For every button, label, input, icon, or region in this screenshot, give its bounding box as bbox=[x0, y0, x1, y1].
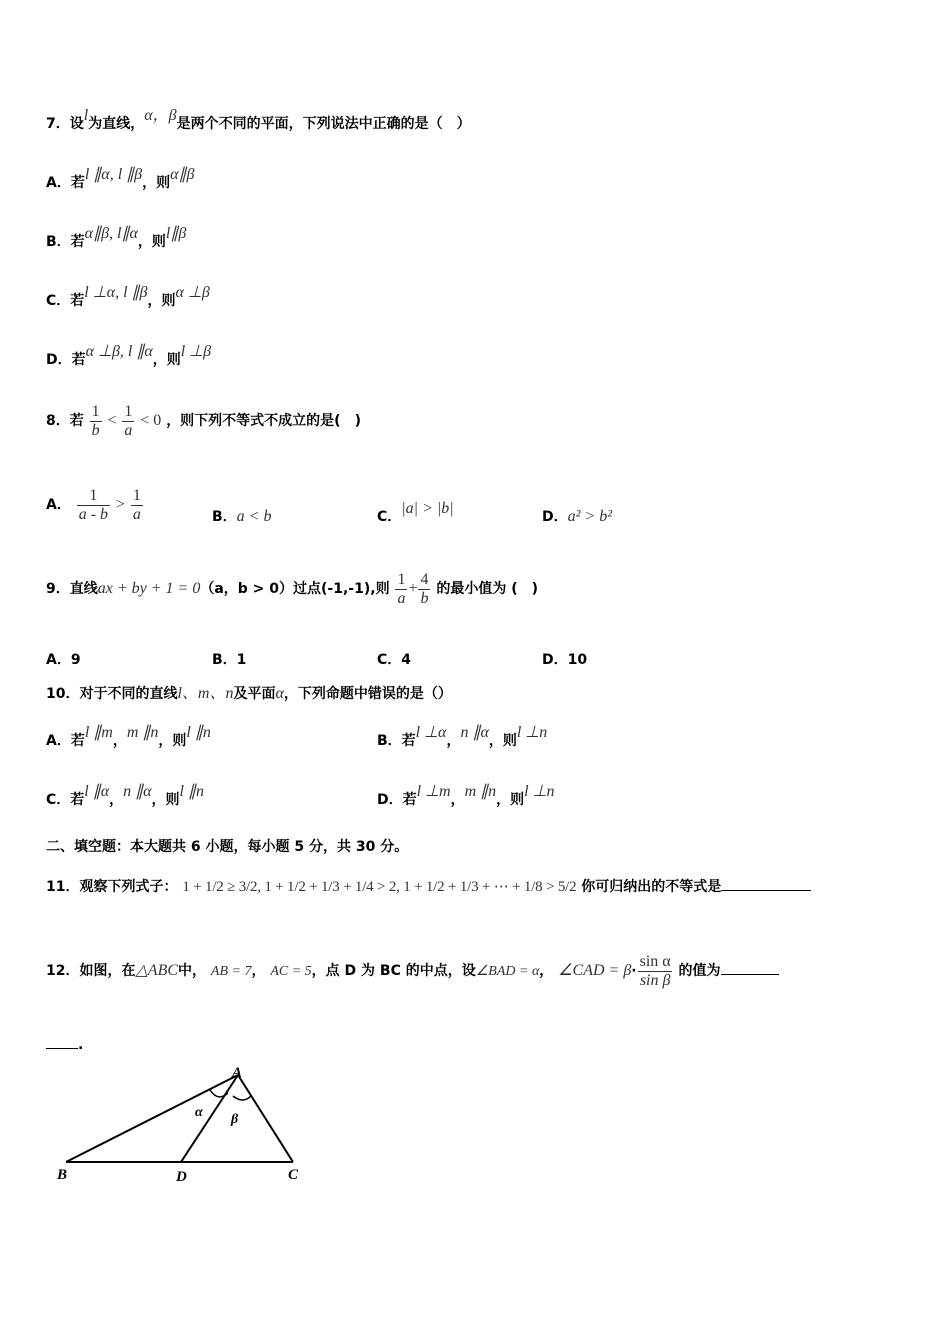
option-label: C． bbox=[377, 509, 402, 525]
q8-stem-suffix: ，则下列不等式不成立的是( ) bbox=[166, 413, 361, 429]
option-label: B．若 bbox=[46, 234, 85, 250]
q9-stem-suffix: 的最小值为 ( ) bbox=[436, 581, 539, 597]
q7-option-b bbox=[46, 225, 187, 252]
frac-numerator: sin α bbox=[639, 952, 671, 970]
q10-stem bbox=[46, 684, 452, 704]
q10-lines: l、m、n bbox=[177, 685, 234, 702]
frac-denominator: a bbox=[132, 505, 141, 523]
frac-denominator: b bbox=[91, 421, 100, 439]
label-d: D bbox=[176, 1169, 187, 1185]
q12-sin-ratio bbox=[638, 953, 673, 990]
q9-number: 9．直线 bbox=[46, 581, 98, 597]
q10-plane: α bbox=[275, 685, 284, 702]
q8-option-c bbox=[377, 500, 454, 527]
option-condition-1: l ⊥m bbox=[416, 783, 451, 800]
section-fill-in-heading: 二、填空题：本大题共 6 小题，每小题 5 分，共 30 分。 bbox=[46, 839, 409, 855]
q8-option-a bbox=[46, 484, 144, 526]
q12-ab-length: AB = 7 bbox=[210, 964, 252, 979]
frac-denominator: sin β bbox=[639, 971, 671, 989]
q12-stem: 12．如图，在△ABC中， AB = 7， AC = 5，点 D 为 BC 的中点，设∠BAD = α， ∠CAD = β· $\frac{\text{sin α}}{\text{sin β}}$ 的值为 bbox=[46, 950, 779, 993]
q10-option-b: B．若l ⊥α，n ∥α，则l ⊥n bbox=[377, 724, 548, 749]
option-label: D．若 bbox=[46, 352, 86, 368]
option-conclusion: l ⊥β bbox=[180, 343, 212, 360]
option-condition: l ∥α, l ∥β bbox=[84, 166, 143, 183]
q7-planes: α，β bbox=[144, 107, 177, 124]
option-condition-2: m ∥n bbox=[126, 724, 159, 741]
option-label: C．若 bbox=[46, 792, 85, 808]
q12-stem-mid2: ，点 D 为 BC 的中点，设 bbox=[311, 963, 476, 979]
option-conclusion: α ⊥β bbox=[175, 284, 210, 301]
option-label: A．若 bbox=[46, 175, 85, 191]
q10-stem-suffix: ，下列命题中错误的是（） bbox=[283, 686, 452, 702]
q8-op-less: < bbox=[107, 412, 117, 429]
angle-beta-arc bbox=[233, 1096, 251, 1100]
option-conclusion: l ∥n bbox=[179, 783, 204, 800]
label-alpha: α bbox=[195, 1105, 203, 1120]
frac-numerator: 1 bbox=[132, 486, 141, 504]
q10-option-c: C．若l ∥α，n ∥α，则l ∥n bbox=[46, 783, 204, 808]
q9-option-a: A．9 bbox=[46, 652, 81, 668]
frac-numerator: 1 bbox=[397, 570, 406, 588]
option-expression: a < b bbox=[236, 508, 272, 525]
q10-option-a: A．若l ∥m，m ∥n，则l ∥n bbox=[46, 724, 211, 749]
q10-stem-mid: 及平面 bbox=[233, 686, 276, 702]
option-condition-2: n ∥α bbox=[123, 783, 152, 800]
q9-frac-1-over-a bbox=[395, 571, 407, 608]
option-expression: |a| > |b| bbox=[401, 500, 454, 517]
frac-numerator: 1 bbox=[124, 402, 133, 420]
q12-answer-blank-continued bbox=[46, 1034, 83, 1055]
q8-op-less-zero: < 0 bbox=[140, 412, 162, 429]
q7-stem bbox=[46, 107, 471, 134]
q8-stem bbox=[46, 400, 361, 442]
q9-stem bbox=[46, 568, 538, 610]
q8-frac-1-over-a bbox=[122, 403, 134, 440]
median-ad bbox=[181, 1075, 238, 1162]
q12-angle-bad: ∠BAD = α bbox=[475, 964, 540, 979]
q9-line-equation: ax + by + 1 = 0 bbox=[97, 580, 201, 597]
q8-opt-a-frac2 bbox=[131, 487, 143, 524]
q8-opt-a-frac1 bbox=[77, 487, 110, 524]
q9-option-b: B．1 bbox=[212, 652, 247, 668]
q12-answer-blank[interactable] bbox=[721, 960, 779, 975]
option-label: B． bbox=[212, 509, 237, 525]
q12-period: . bbox=[78, 1037, 84, 1053]
option-conclusion: l ∥n bbox=[186, 724, 211, 741]
q12-angle-cad: ∠CAD = β bbox=[558, 962, 632, 979]
option-expression: a² > b² bbox=[567, 508, 613, 525]
q12-stem-suffix: 的值为 bbox=[678, 963, 721, 979]
label-a: A bbox=[232, 1065, 243, 1081]
frac-denominator: b bbox=[420, 589, 429, 607]
option-conclusion: l ⊥n bbox=[524, 783, 555, 800]
q7-option-c bbox=[46, 284, 210, 311]
option-label: A．若 bbox=[46, 733, 85, 749]
option-then: ，则 bbox=[496, 792, 525, 808]
option-condition-2: m ∥n bbox=[464, 783, 497, 800]
option-condition: l ⊥α, l ∥β bbox=[84, 284, 148, 301]
option-label: D．若 bbox=[377, 792, 417, 808]
q8-number: 8．若 bbox=[46, 413, 84, 429]
frac-numerator: 4 bbox=[420, 570, 429, 588]
option-condition-2: n ∥α bbox=[460, 724, 489, 741]
frac-denominator: a - b bbox=[78, 505, 109, 523]
label-beta: β bbox=[231, 1112, 239, 1127]
option-label: B．若 bbox=[377, 733, 416, 749]
label-c: C bbox=[288, 1167, 299, 1183]
option-condition-1: l ∥α bbox=[84, 783, 110, 800]
frac-denominator: a bbox=[124, 421, 133, 439]
side-ac bbox=[238, 1075, 293, 1162]
q8-option-b bbox=[212, 507, 271, 527]
q11-answer-blank[interactable] bbox=[721, 876, 811, 891]
q7-number: 7．设 bbox=[46, 116, 84, 132]
q10-option-d: D．若l ⊥m，m ∥n，则l ⊥n bbox=[377, 783, 555, 808]
option-condition: α∥β, l∥α bbox=[84, 225, 138, 242]
q12-stem-mid1: 中， bbox=[178, 963, 207, 979]
option-condition-1: l ∥m bbox=[84, 724, 113, 741]
option-label: C．若 bbox=[46, 293, 85, 309]
option-conclusion: l∥β bbox=[165, 225, 187, 242]
q9-condition: （a，b > 0）过点(-1,-1),则 bbox=[200, 581, 390, 597]
side-ab bbox=[66, 1075, 238, 1162]
q12-number: 12．如图，在 bbox=[46, 963, 136, 979]
option-then: ，则 bbox=[158, 733, 187, 749]
q11-series: 1 + 1/2 ≥ 3/2, 1 + 1/2 + 1/3 + 1/4 > 2, 1 + 1/2 + 1/3 + ⋯ + 1/8 > 5/2 bbox=[182, 879, 577, 895]
option-condition: α ⊥β, l ∥α bbox=[85, 343, 153, 360]
triangle-figure bbox=[48, 1058, 318, 1188]
label-b: B bbox=[57, 1167, 68, 1183]
q12-ac-length: AC = 5 bbox=[270, 964, 312, 979]
option-then: ，则 bbox=[152, 352, 181, 368]
q11-stem bbox=[46, 866, 811, 908]
q12-answer-blank-tail[interactable] bbox=[46, 1034, 78, 1049]
q12-triangle: △ABC bbox=[135, 962, 179, 979]
q7-var-l: l bbox=[83, 107, 89, 124]
q9-option-d: D．10 bbox=[542, 652, 588, 668]
q8-opt-a-op: > bbox=[115, 496, 125, 513]
q7-option-a bbox=[46, 166, 195, 193]
q8-frac-1-over-b bbox=[90, 403, 102, 440]
option-condition-1: l ⊥α bbox=[415, 724, 447, 741]
option-label: A． bbox=[46, 497, 71, 513]
q11-stem-suffix: 你可归纳出的不等式是 bbox=[581, 879, 722, 895]
option-then: ，则 bbox=[142, 175, 171, 191]
frac-numerator: 1 bbox=[89, 486, 98, 504]
q11-number: 11．观察下列式子： bbox=[46, 879, 178, 895]
q9-frac-4-over-b bbox=[418, 571, 430, 608]
q10-number: 10．对于不同的直线 bbox=[46, 686, 178, 702]
option-then: ，则 bbox=[151, 792, 180, 808]
option-then: ，则 bbox=[147, 293, 176, 309]
option-conclusion: l ⊥n bbox=[516, 724, 548, 741]
q7-stem-suffix: 是两个不同的平面，下列说法中正确的是（ ） bbox=[176, 116, 471, 132]
option-then: ，则 bbox=[488, 733, 517, 749]
frac-denominator: a bbox=[397, 589, 406, 607]
option-then: ，则 bbox=[137, 234, 166, 250]
option-label: D． bbox=[542, 509, 568, 525]
option-conclusion: α∥β bbox=[170, 166, 195, 183]
q8-option-d bbox=[542, 507, 612, 527]
q7-option-d bbox=[46, 343, 212, 370]
q7-stem-mid: 为直线， bbox=[88, 116, 145, 132]
q9-plus: + bbox=[408, 580, 418, 597]
q9-option-c: C．4 bbox=[377, 652, 412, 668]
frac-numerator: 1 bbox=[91, 402, 100, 420]
